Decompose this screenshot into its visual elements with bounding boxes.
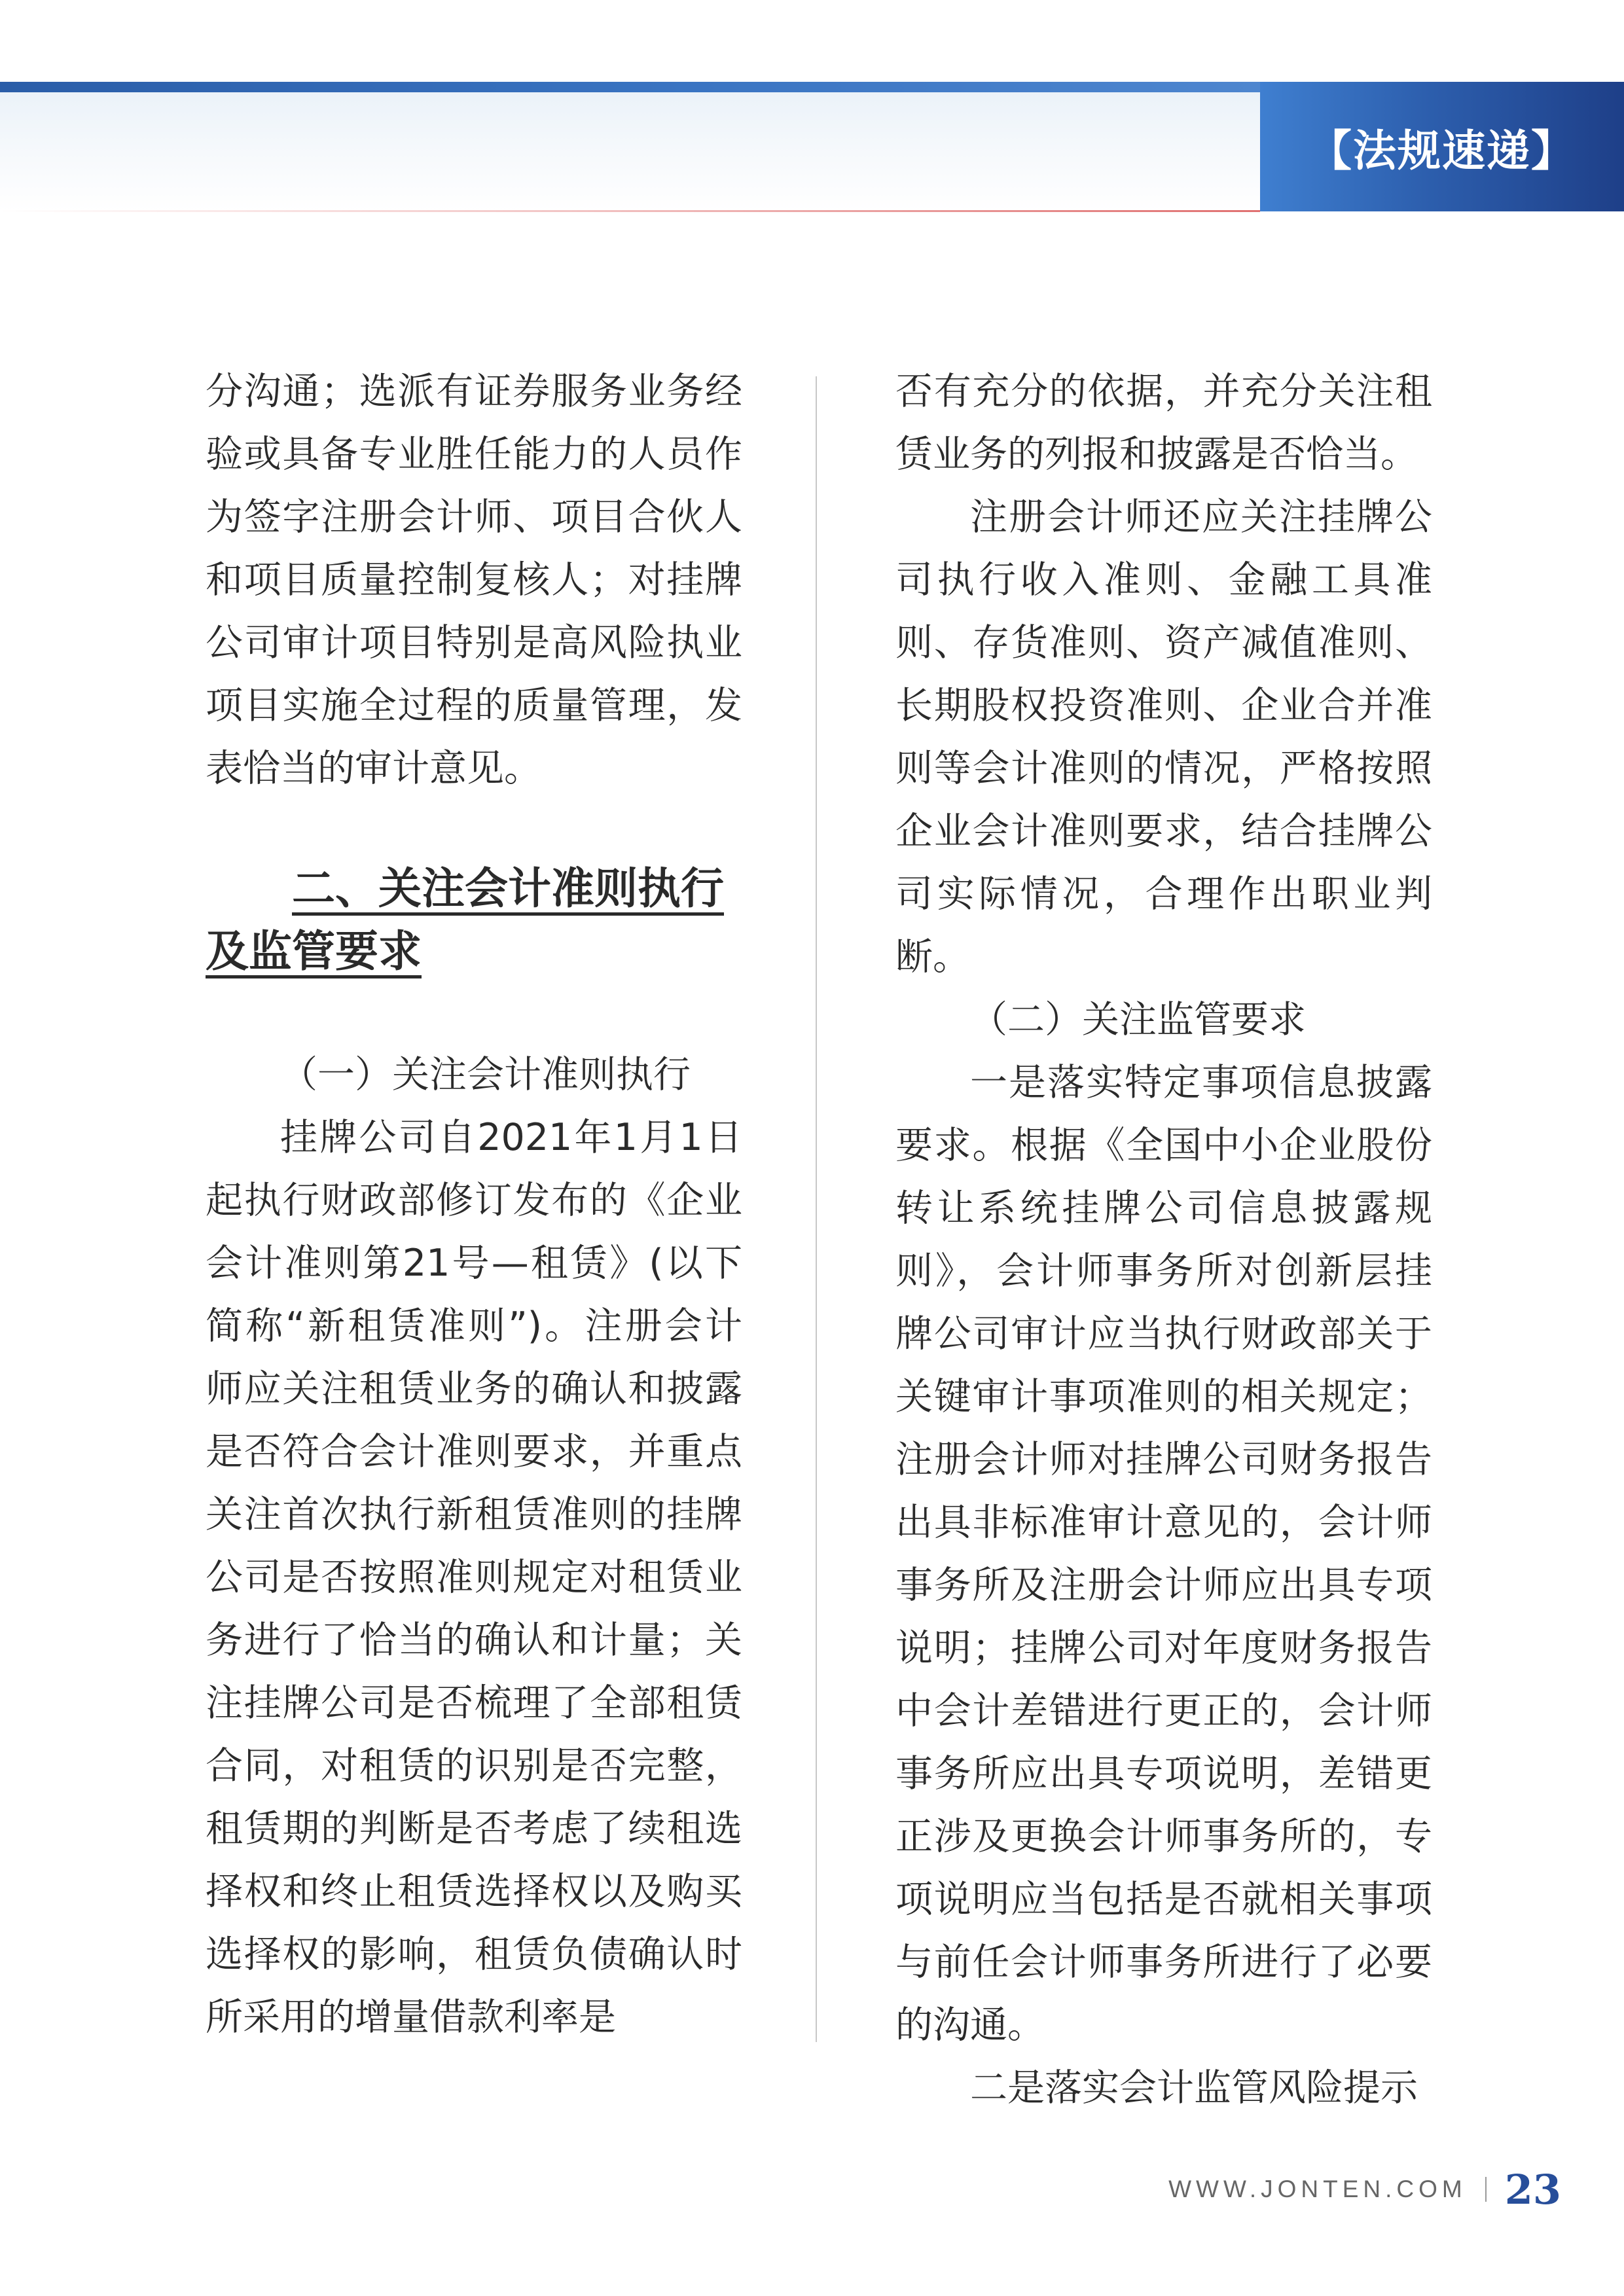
left-column — [206, 360, 742, 2049]
right-paragraph-3: 一是落实特定事项信息披露要求。根据《全国中小企业股份转让系统挂牌公司信息披露规则》，会计师事务所对创新层挂牌公司审计应当执行财政部关于关键审计事项准则的相关规定；注册会计师对挂牌公司财务报告出具非标准审计意见的，会计师事务所及注册会计师应出具专项说明；挂牌公司对年度财务报告中会计差错进行更正的，会计师事务所应出具专项说明，差错更正涉及更换会计师事务所的，专项说明应当包括是否就相关事项与前任会计师事务所进行了必要的沟通。 — [895, 1061, 1432, 2047]
right-paragraph-1: 否有充分的依据，并充分关注租赁业务的列报和披露是否恰当。 — [895, 370, 1432, 476]
footer-separator — [1485, 2177, 1487, 2202]
right-subheading: （二）关注监管要求 — [970, 998, 1306, 1041]
spacer — [206, 983, 742, 1043]
header-band — [0, 82, 1260, 211]
left-paragraph-1: 分沟通；选派有证券服务业务经验或具备专业胜任能力的人员作为签字注册会计师、项目合伙人和项目质量控制复核人；对挂牌公司审计项目特别是高风险执业项目实施全过程的质量管理，发表恰当的审计意见。 — [206, 370, 742, 790]
column-divider — [816, 376, 817, 2042]
footer-website: WWW.JONTEN.COM — [1168, 2176, 1467, 2202]
spacer — [206, 800, 742, 857]
section-tag-box — [1260, 82, 1624, 211]
page-number: 23 — [1504, 2165, 1561, 2214]
left-paragraph-2: 挂牌公司自2021年1月1日起执行财政部修订发布的《企业会计准则第21号—租赁》(以下简称“新租赁准则”)。注册会计师应关注租赁业务的确认和披露是否符合会计准则要求，并重点关注首次执行新租赁准则的挂牌公司是否按照准则规定对租赁业务进行了恰当的确认和计量；关注挂牌公司是否梳理了全部租赁合同，对租赁的识别是否完整，租赁期的判断是否考虑了续租选择权和终止租赁选择权以及购买选择权的影响，租赁负债确认时所采用的增量借款利率是 — [206, 1116, 742, 2039]
section-heading-line-1: 二、关注会计准则执行 — [292, 863, 724, 914]
right-paragraph-4: 二是落实会计监管风险提示 — [970, 2066, 1418, 2109]
right-column — [895, 360, 1432, 2119]
header-bottom-rule — [0, 210, 1260, 212]
page-footer — [1168, 2163, 1561, 2215]
section-heading-line-2: 及监管要求 — [206, 926, 422, 977]
section-tag: 【法规速递】 — [1308, 124, 1576, 176]
section-heading — [206, 857, 742, 983]
header-top-rule — [0, 82, 1260, 92]
left-subheading: （一）关注会计准则执行 — [280, 1053, 691, 1096]
right-paragraph-2: 注册会计师还应关注挂牌公司执行收入准则、金融工具准则、存货准则、资产减值准则、长期股权投资准则、企业合并准则等会计准则的情况，严格按照企业会计准则要求，结合挂牌公司实际情况，合理作出职业判断。 — [895, 495, 1432, 978]
